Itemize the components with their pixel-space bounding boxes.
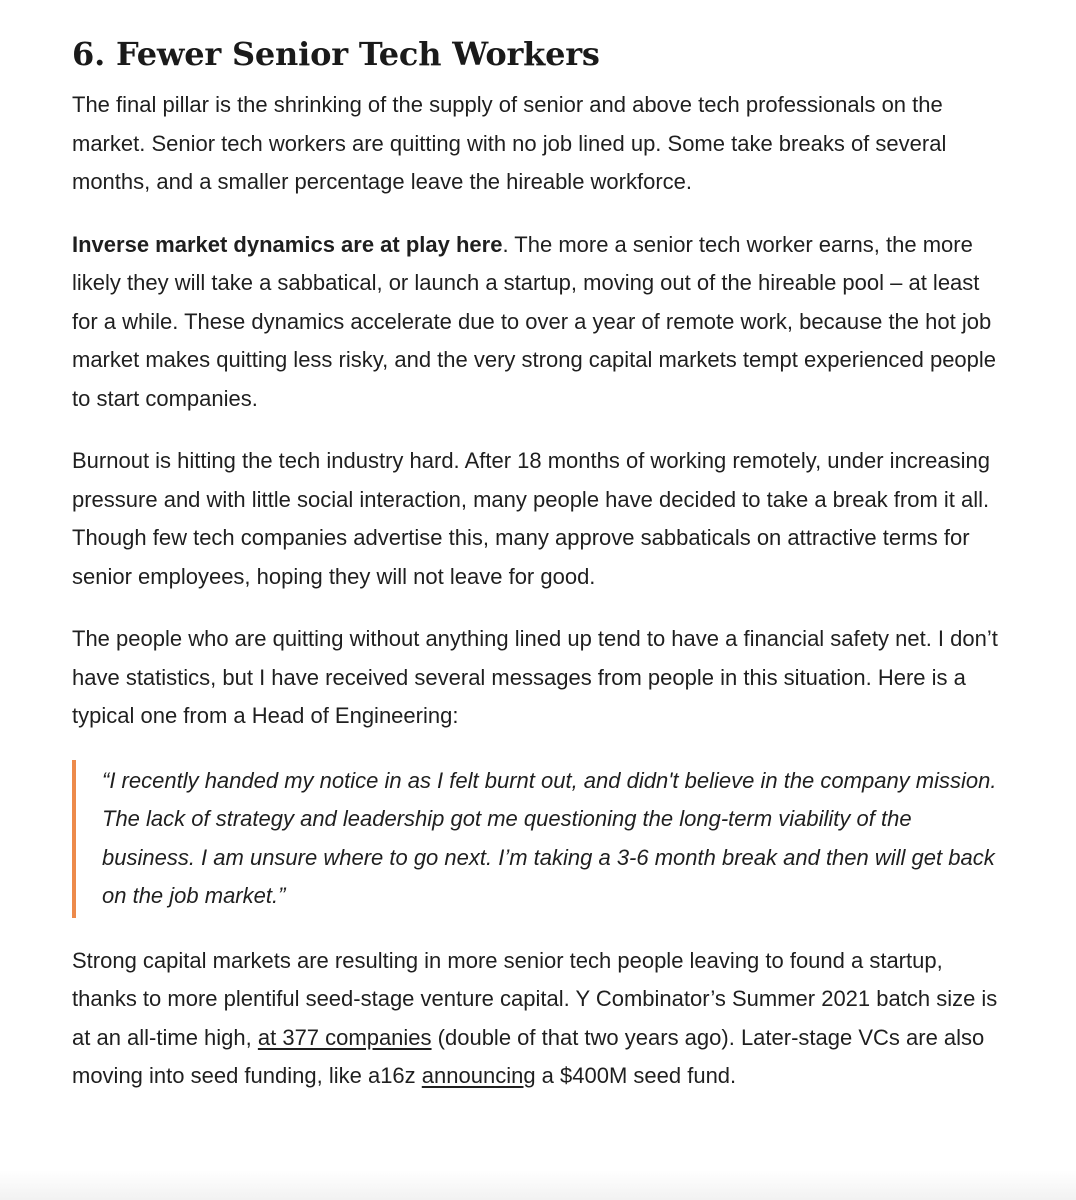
paragraph-capital-markets [72, 942, 1002, 1096]
link-announcing[interactable]: announcing [421, 1063, 536, 1088]
quote-text: “I recently handed my notice in as I felt burnt out, and didn't believe in the company mission. The lack of strategy and leadership got me questioning the long-term viability of the business. I am unsure where to go next. I’m taking a 3-6 month break and then will get back on the job market.” [102, 767, 997, 908]
paragraph-text: Strong capital markets are resulting in more senior tech people leaving to found a startup, thanks to more plentiful seed-stage venture capital. Y Combinator’s Summer 2021 batch size is at an all-time high, [72, 947, 998, 1050]
article-body [72, 30, 1002, 1120]
paragraph-burnout: Burnout is hitting the tech industry hard. After 18 months of working remotely, under increasing pressure and with little social interaction, many people have decided to take a break from it all. Though few tech companies advertise this, many approve sabbaticals on attractive terms for senior employees, hoping they will not leave for good. [72, 448, 990, 589]
bold-statement: Inverse market dynamics are at play here [72, 231, 503, 257]
paragraph-text: a $400M seed fund. [535, 1063, 737, 1088]
paragraph-text: (double of that two years ago). Later-stage VCs are also moving into seed funding, like a16z [72, 1024, 985, 1088]
paragraph-intro: The final pillar is the shrinking of the supply of senior and above tech professionals on the market. Senior tech workers are quitting with no job lined up. Some take breaks of several months, and a smaller percentage leave the hireable workforce. [72, 92, 947, 194]
paragraph-inverse-dynamics [72, 226, 1002, 419]
paragraph-financial-safety: The people who are quitting without anything lined up tend to have a financial safety net. I don’t have statistics, but I have received several messages from people in this situation. Here is a typical one from a Head of Engineering: [72, 626, 998, 728]
blockquote [72, 760, 1002, 918]
paragraph-text: . The more a senior tech worker earns, the more likely they will take a sabbatical, or launch a startup, moving out of the hireable pool – at least for a while. These dynamics accelerate due to over a year of remote work, because the hot job market makes quitting less risky, and the very strong capital markets tempt experienced people to start companies. [72, 231, 997, 411]
section-heading: 6. Fewer Senior Tech Workers [72, 35, 600, 73]
bottom-fade [0, 1170, 1076, 1200]
link-377-companies[interactable]: at 377 companies [257, 1024, 432, 1050]
